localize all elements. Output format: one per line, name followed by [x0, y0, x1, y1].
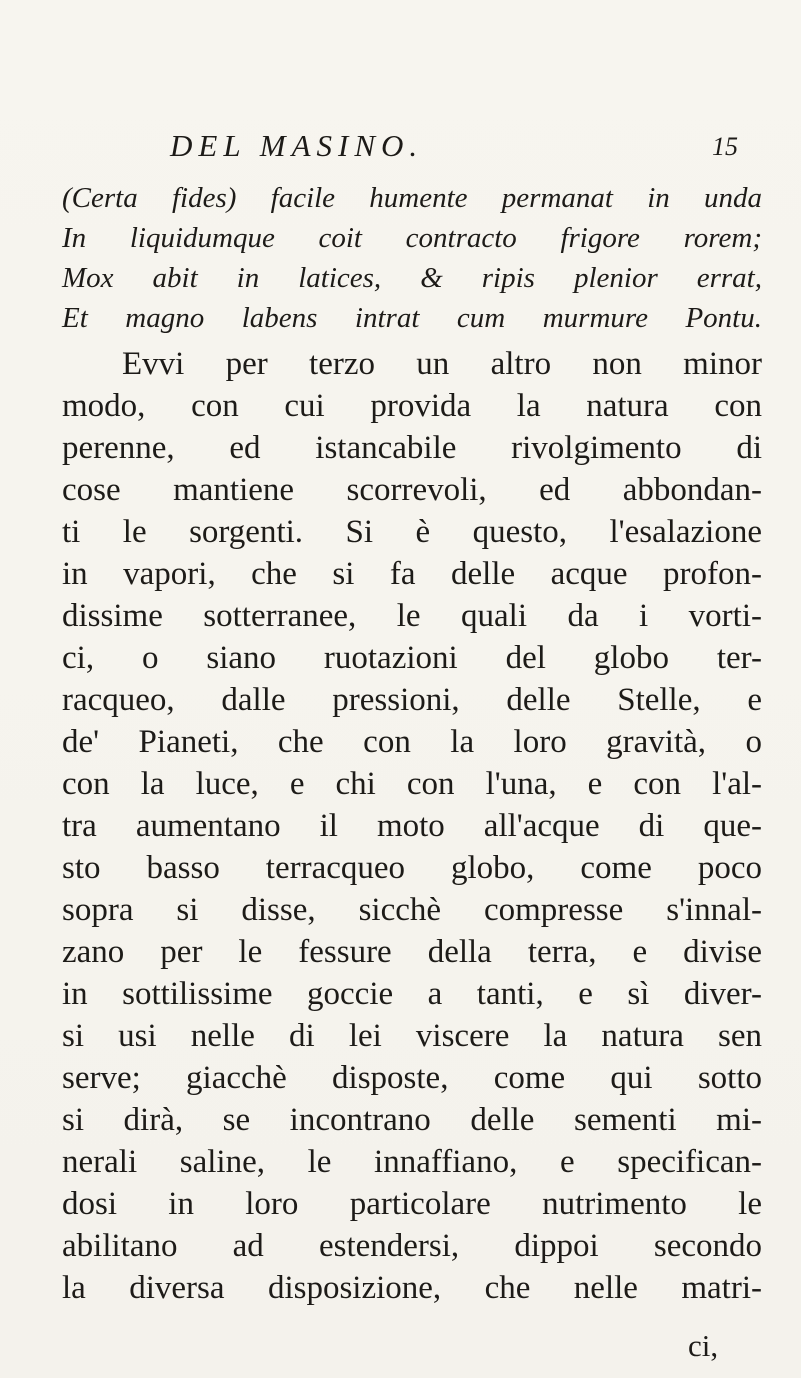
text-line: dissime sotterranee, le quali da i vorti-	[62, 598, 762, 634]
verse-line: Et magno labens intrat cum murmure Pontu.	[62, 302, 762, 334]
text-line: cose mantiene scorrevoli, ed abbondan-	[62, 472, 762, 508]
text-line: ti le sorgenti. Si è questo, l'esalazione	[62, 514, 762, 550]
text-line: si dirà, se incontrano delle sementi mi-	[62, 1102, 762, 1138]
text-line: abilitano ad estendersi, dippoi secondo	[62, 1228, 762, 1264]
verse-quotation	[62, 178, 762, 338]
text-line: serve; giacchè dispostе, come qui sotto	[62, 1060, 762, 1096]
text-line: la diversa disposizione, che nelle matri-	[62, 1270, 762, 1306]
text-line: Evvi per terzo un altro non minor	[122, 346, 762, 382]
text-line: con la luce, e chi con l'una, e con l'al-	[62, 766, 762, 802]
page-number: 15	[712, 132, 738, 161]
text-line: si usi nelle di lei viscere la natura sen	[62, 1018, 762, 1054]
body-paragraph	[62, 343, 762, 1309]
text-line: sopra si disse, sicchè compresse s'innal-	[62, 892, 762, 928]
text-line: tra aumentano il moto all'acque di que-	[62, 808, 762, 844]
text-line: de' Pianeti, che con la loro gravità, o	[62, 724, 762, 760]
text-line: in vapori, che si fa delle acque profon-	[62, 556, 762, 592]
text-line: nerali saline, le innaffiano, e specifican-	[62, 1144, 762, 1180]
text-line: zano per le fessure della terra, e divise	[62, 934, 762, 970]
text-line: perenne, ed istancabile rivolgimento di	[62, 430, 762, 466]
text-line: modo, con cui provida la natura con	[62, 388, 762, 424]
text-line: ci, o siano ruotazioni del globo ter-	[62, 640, 762, 676]
verse-line: Mox abit in latices, & ripis plenior errat,	[62, 262, 762, 294]
text-line: sto basso terracqueo globo, come poco	[62, 850, 762, 886]
text-line: dosi in loro particolare nutrimento le	[62, 1186, 762, 1222]
text-line: racqueo, dalle pressioni, delle Stelle, e	[62, 682, 762, 718]
verse-line: In liquidumque coit contracto frigore rorem;	[62, 222, 762, 254]
verse-line: (Certa fides) facile humente permanat in unda	[62, 182, 762, 214]
page-header	[0, 128, 801, 168]
running-head: DEL MASINO.	[170, 128, 424, 163]
catchword: ci,	[688, 1328, 719, 1363]
text-line: in sottilissime goccie a tanti, e sì diver-	[62, 976, 762, 1012]
